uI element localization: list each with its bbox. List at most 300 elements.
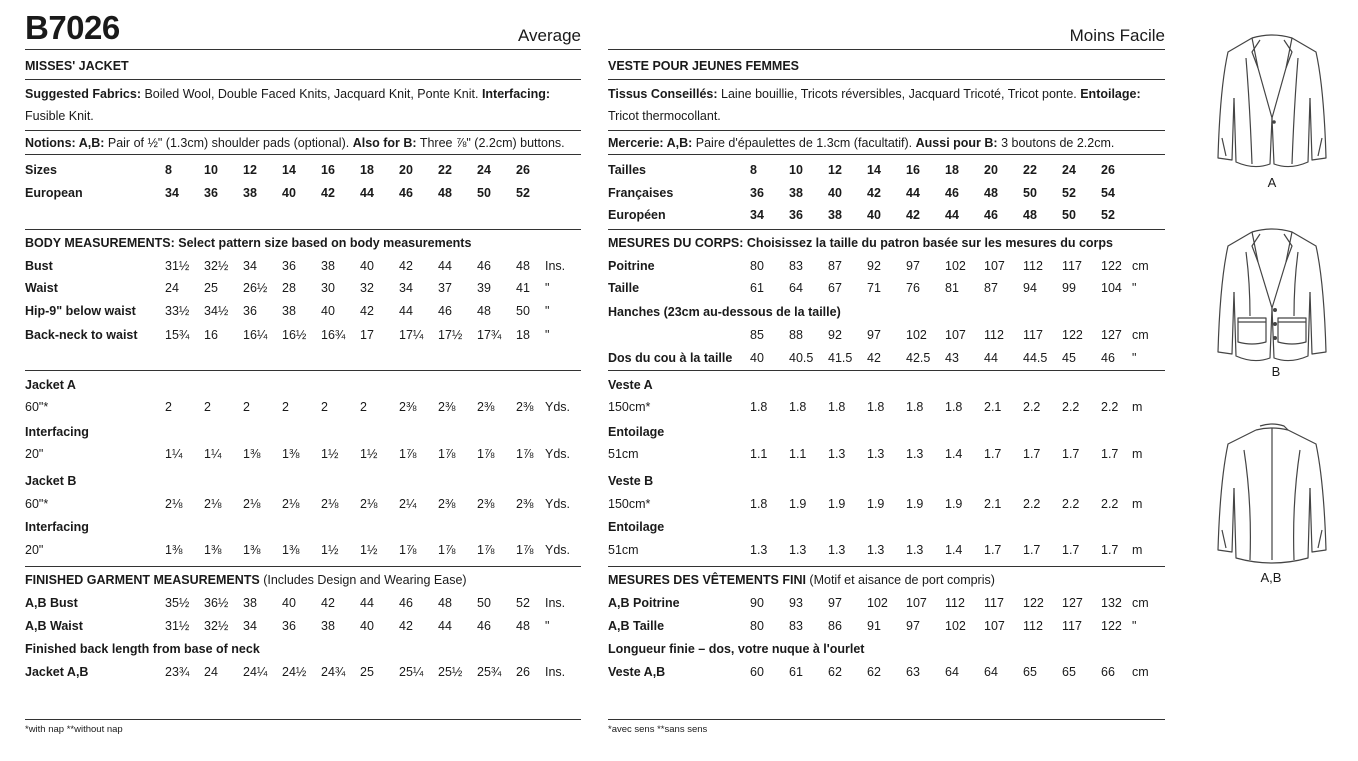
table-cell: 117	[1062, 619, 1082, 633]
unit-cell: cm	[1132, 328, 1149, 342]
notions-label: Notions: A,B:	[25, 136, 105, 150]
table-cell: 1⅜	[243, 543, 261, 557]
divider	[25, 79, 581, 80]
table-cell: 50	[477, 596, 491, 610]
table-cell: 107	[906, 596, 927, 610]
table-cell: 50	[1062, 208, 1076, 222]
table-cell: 1⅜	[204, 543, 222, 557]
unit-cell: "	[545, 619, 550, 633]
table-cell: 16¾	[321, 328, 346, 342]
table-cell: 42	[360, 304, 374, 318]
table-cell: 26½	[243, 281, 268, 295]
row-label: Tailles	[608, 163, 646, 177]
table-cell: 28	[282, 281, 296, 295]
table-cell: 65	[1062, 665, 1076, 679]
difficulty-level: Moins Facile	[1069, 26, 1165, 45]
unit-cell: "	[545, 328, 550, 342]
suggested-fabrics	[25, 87, 550, 102]
notions-text: Paire d'épaulettes de 1.3cm (facultatif).	[692, 136, 916, 150]
table-cell: 22	[1023, 163, 1037, 177]
table-cell: 46	[477, 259, 491, 273]
body-measurements-heading: BODY MEASUREMENTS: Select pattern size based on body measurements	[25, 236, 472, 250]
table-cell: 32½	[204, 259, 229, 273]
table-cell: 64	[945, 665, 959, 679]
table-cell: 22	[438, 163, 452, 177]
table-cell: 64	[984, 665, 998, 679]
table-cell: 31½	[165, 619, 190, 633]
table-cell: 34	[243, 619, 257, 633]
table-cell: 42	[399, 619, 413, 633]
table-cell: 80	[750, 259, 764, 273]
row-label: Waist	[25, 281, 58, 295]
table-cell: 1.3	[867, 447, 885, 461]
table-cell: 1.3	[750, 543, 768, 557]
table-cell: 44	[438, 619, 452, 633]
row-label: Bust	[25, 259, 53, 273]
table-cell: 24¼	[243, 665, 268, 679]
table-cell: 38	[243, 596, 257, 610]
table-cell: 10	[204, 163, 218, 177]
table-cell: 83	[789, 619, 803, 633]
table-cell: 2.2	[1101, 400, 1119, 414]
table-cell: 65	[1023, 665, 1037, 679]
table-cell: 16¼	[243, 328, 268, 342]
table-cell: 1.8	[828, 400, 846, 414]
table-cell: 52	[516, 186, 530, 200]
table-cell: 48	[516, 259, 530, 273]
body-measurements-heading: MESURES DU CORPS: Choisissez la taille du patron basée sur les mesures du corps	[608, 236, 1114, 250]
divider	[608, 49, 1165, 50]
table-cell: 36	[282, 259, 296, 273]
row-label: A,B Taille	[608, 619, 665, 633]
table-cell: 12	[243, 163, 257, 177]
table-cell: 46	[438, 304, 452, 318]
table-cell: 87	[984, 281, 998, 295]
table-cell: 43	[945, 351, 959, 365]
table-cell: 2⅜	[438, 497, 456, 511]
table-cell: 2⅜	[438, 400, 456, 414]
fabrics-line-2: Tricot thermocollant.	[608, 109, 721, 123]
table-cell: 14	[282, 163, 296, 177]
table-cell: 2.2	[1062, 497, 1080, 511]
table-cell: 61	[750, 281, 764, 295]
fabrics-label: Tissus Conseillés:	[608, 87, 718, 101]
row-label: Hip-9" below waist	[25, 304, 136, 318]
table-cell: 2⅜	[477, 497, 495, 511]
table-cell: 1.8	[945, 400, 963, 414]
row-label: Dos du cou à la taille	[608, 351, 733, 365]
table-cell: 38	[321, 259, 335, 273]
table-cell: 30	[321, 281, 335, 295]
notions-label: Mercerie: A,B:	[608, 136, 693, 150]
table-cell: 26	[1101, 163, 1115, 177]
table-cell: 18	[945, 163, 959, 177]
table-cell: 36	[204, 186, 218, 200]
table-cell: 1.4	[945, 543, 963, 557]
table-cell: 2⅛	[282, 497, 300, 511]
table-cell: 32	[360, 281, 374, 295]
table-cell: 97	[906, 619, 920, 633]
table-cell: 1.8	[750, 497, 768, 511]
interfacing-label: Entoilage:	[1080, 87, 1141, 101]
table-cell: 1⅞	[477, 543, 495, 557]
table-cell: 34	[750, 208, 764, 222]
table-cell: 64	[789, 281, 803, 295]
table-cell: 18	[516, 328, 530, 342]
table-cell: 42	[399, 259, 413, 273]
divider	[25, 130, 581, 131]
table-cell: 38	[282, 304, 296, 318]
also-label: Also for B:	[352, 136, 417, 150]
table-cell: 1.3	[906, 447, 924, 461]
section-title: VESTE POUR JEUNES FEMMES	[608, 59, 800, 73]
table-cell: 1⅞	[399, 447, 417, 461]
table-cell: 76	[906, 281, 920, 295]
table-cell: 17½	[438, 328, 463, 342]
table-cell: 25	[204, 281, 218, 295]
table-cell: 132	[1101, 596, 1122, 610]
jacket-a-heading: Jacket A	[25, 378, 76, 392]
unit-cell: "	[545, 281, 550, 295]
divider	[25, 370, 581, 371]
table-cell: 24¾	[321, 665, 346, 679]
table-cell: 1.7	[984, 543, 1002, 557]
table-cell: 40	[282, 596, 296, 610]
table-cell: 41.5	[828, 351, 853, 365]
table-cell: 48	[1023, 208, 1037, 222]
table-cell: 36	[750, 186, 764, 200]
table-cell: 17¼	[399, 328, 424, 342]
unit-cell: Yds.	[545, 543, 571, 557]
table-cell: 102	[906, 328, 927, 342]
row-label: 20"	[25, 447, 44, 461]
table-cell: 1.8	[789, 400, 807, 414]
table-cell: 44	[906, 186, 920, 200]
row-label: Veste A,B	[608, 665, 666, 679]
unit-cell: m	[1132, 543, 1143, 557]
table-cell: 34	[243, 259, 257, 273]
row-label: Françaises	[608, 186, 674, 200]
table-cell: 83	[789, 259, 803, 273]
table-cell: 40	[828, 186, 842, 200]
unit-cell: "	[1132, 351, 1137, 365]
table-cell: 1⅜	[282, 543, 300, 557]
table-cell: 23¾	[165, 665, 190, 679]
table-cell: 46	[399, 596, 413, 610]
table-cell: 25¼	[399, 665, 424, 679]
table-cell: 38	[321, 619, 335, 633]
table-cell: 122	[1101, 259, 1122, 273]
notions	[25, 136, 565, 151]
finished-heading: FINISHED GARMENT MEASUREMENTS (Includes Design and Wearing Ease)	[25, 573, 467, 587]
back-length-heading: Finished back length from base of neck	[25, 642, 260, 656]
notions-text: Pair of ½" (1.3cm) shoulder pads (optional).	[104, 136, 353, 150]
table-cell: 40	[282, 186, 296, 200]
table-cell: 44	[360, 596, 374, 610]
table-cell: 107	[984, 619, 1005, 633]
table-cell: 42	[867, 351, 881, 365]
table-cell: 36	[243, 304, 257, 318]
table-cell: 60	[750, 665, 764, 679]
table-cell: 48	[438, 596, 452, 610]
table-cell: 102	[945, 259, 966, 273]
table-cell: 71	[867, 281, 881, 295]
table-cell: 1.8	[750, 400, 768, 414]
table-cell: 1.7	[984, 447, 1002, 461]
section-title: MISSES' JACKET	[25, 59, 129, 73]
table-cell: 17	[360, 328, 374, 342]
interfacing-label: Interfacing:	[481, 87, 550, 101]
table-cell: 40	[360, 619, 374, 633]
table-cell: 24	[477, 163, 491, 177]
table-cell: 86	[828, 619, 842, 633]
suggested-fabrics	[608, 87, 1141, 102]
row-label: 51cm	[608, 447, 639, 461]
table-cell: 2⅛	[321, 497, 339, 511]
table-cell: 2⅜	[516, 497, 534, 511]
fabrics-text: Boiled Wool, Double Faced Knits, Jacquard Knit, Ponte Knit.	[141, 87, 482, 101]
row-label: Taille	[608, 281, 640, 295]
table-cell: 16	[321, 163, 335, 177]
table-cell: 107	[984, 259, 1005, 273]
table-cell: 14	[867, 163, 881, 177]
row-label: 51cm	[608, 543, 639, 557]
also-text: Three ⅞" (2.2cm) buttons.	[416, 136, 565, 150]
divider	[608, 154, 1165, 155]
row-label: A,B Poitrine	[608, 596, 680, 610]
table-cell: 112	[945, 596, 965, 610]
finished-heading: MESURES DES VÊTEMENTS FINI (Motif et aisance de port compris)	[608, 573, 995, 587]
table-cell: 62	[867, 665, 881, 679]
table-cell: 24	[1062, 163, 1076, 177]
table-cell: 17¾	[477, 328, 502, 342]
interfacing-heading: Interfacing	[25, 425, 89, 439]
footnote: *avec sens **sans sens	[608, 724, 708, 735]
table-cell: 16	[204, 328, 218, 342]
table-cell: 2.2	[1023, 400, 1041, 414]
table-cell: 37	[438, 281, 452, 295]
hips-heading: Hanches (23cm au-dessous de la taille)	[608, 305, 841, 319]
table-cell: 66	[1101, 665, 1115, 679]
table-cell: 52	[1062, 186, 1076, 200]
row-label: A,B Waist	[25, 619, 83, 633]
table-cell: 1½	[360, 543, 378, 557]
row-label: Back-neck to waist	[25, 328, 138, 342]
table-cell: 1.9	[906, 497, 924, 511]
table-cell: 26	[516, 163, 530, 177]
unit-cell: Yds.	[545, 400, 571, 414]
table-cell: 81	[945, 281, 959, 295]
table-cell: 97	[906, 259, 920, 273]
table-cell: 40	[750, 351, 764, 365]
table-cell: 1¼	[165, 447, 183, 461]
table-cell: 41	[516, 281, 530, 295]
table-cell: 46	[399, 186, 413, 200]
table-cell: 2⅜	[477, 400, 495, 414]
table-cell: 122	[1023, 596, 1044, 610]
table-cell: 127	[1062, 596, 1083, 610]
row-label: 60"*	[25, 400, 49, 414]
table-cell: 36	[789, 208, 803, 222]
table-cell: 20	[399, 163, 413, 177]
table-cell: 16½	[282, 328, 307, 342]
divider	[608, 719, 1165, 720]
table-cell: 1.3	[828, 447, 846, 461]
row-label: Sizes	[25, 163, 57, 177]
interfacing-heading: Entoilage	[608, 520, 665, 534]
table-cell: 32½	[204, 619, 229, 633]
table-cell: 39	[477, 281, 491, 295]
unit-cell: Ins.	[545, 596, 566, 610]
fabrics-label: Suggested Fabrics:	[25, 87, 141, 101]
table-cell: 42	[867, 186, 881, 200]
table-cell: 40	[321, 304, 335, 318]
table-cell: 46	[477, 619, 491, 633]
table-cell: 1.7	[1023, 543, 1041, 557]
table-cell: 10	[789, 163, 803, 177]
table-cell: 2	[204, 400, 211, 414]
unit-cell: cm	[1132, 665, 1149, 679]
table-cell: 1.8	[906, 400, 924, 414]
unit-cell: m	[1132, 447, 1143, 461]
table-cell: 1.3	[828, 543, 846, 557]
table-cell: 102	[867, 596, 888, 610]
row-label: 150cm*	[608, 497, 651, 511]
table-cell: 50	[477, 186, 491, 200]
table-cell: 1⅞	[516, 543, 534, 557]
table-cell: 1.8	[867, 400, 885, 414]
table-cell: 104	[1101, 281, 1122, 295]
table-cell: 87	[828, 259, 842, 273]
unit-cell: Yds.	[545, 497, 571, 511]
table-cell: 48	[984, 186, 998, 200]
table-cell: 1.7	[1062, 447, 1080, 461]
table-cell: 1¼	[204, 447, 222, 461]
table-cell: 34½	[204, 304, 229, 318]
table-cell: 48	[438, 186, 452, 200]
table-cell: 62	[828, 665, 842, 679]
table-cell: 107	[945, 328, 966, 342]
table-cell: 2¼	[399, 497, 417, 511]
interfacing-heading: Entoilage	[608, 425, 665, 439]
divider	[25, 566, 581, 567]
unit-cell: "	[545, 304, 550, 318]
table-cell: 1⅞	[438, 447, 456, 461]
table-cell: 25	[360, 665, 374, 679]
table-cell: 12	[828, 163, 842, 177]
jacket-a-heading: Veste A	[608, 378, 653, 392]
illustration-label-ab: A,B	[1260, 570, 1282, 585]
table-cell: 35½	[165, 596, 190, 610]
table-cell: 15¾	[165, 328, 190, 342]
table-cell: 2	[282, 400, 289, 414]
table-cell: 112	[1023, 259, 1043, 273]
table-cell: 52	[516, 596, 530, 610]
notions	[608, 136, 1114, 151]
table-cell: 38	[828, 208, 842, 222]
table-cell: 88	[789, 328, 803, 342]
table-cell: 42	[321, 596, 335, 610]
table-cell: 117	[984, 596, 1004, 610]
table-cell: 42	[321, 186, 335, 200]
table-cell: 44	[360, 186, 374, 200]
fabrics-text: Laine bouillie, Tricots réversibles, Jacquard Tricoté, Tricot ponte.	[717, 87, 1081, 101]
table-cell: 24½	[282, 665, 307, 679]
table-cell: 46	[945, 186, 959, 200]
table-cell: 2⅛	[165, 497, 183, 511]
table-cell: 127	[1101, 328, 1122, 342]
table-cell: 1⅞	[399, 543, 417, 557]
table-cell: 48	[477, 304, 491, 318]
table-cell: 1.9	[828, 497, 846, 511]
table-cell: 2.1	[984, 400, 1002, 414]
table-cell: 44	[945, 208, 959, 222]
divider	[608, 566, 1165, 567]
table-cell: 8	[165, 163, 172, 177]
table-cell: 112	[1023, 619, 1043, 633]
table-cell: 18	[360, 163, 374, 177]
unit-cell: cm	[1132, 596, 1149, 610]
table-cell: 67	[828, 281, 842, 295]
jacket-a-front-icon	[1212, 28, 1332, 176]
table-cell: 1.9	[867, 497, 885, 511]
table-cell: 91	[867, 619, 881, 633]
table-cell: 90	[750, 596, 764, 610]
table-cell: 45	[1062, 351, 1076, 365]
divider	[608, 229, 1165, 230]
table-cell: 50	[516, 304, 530, 318]
table-cell: 122	[1062, 328, 1083, 342]
table-cell: 1.7	[1023, 447, 1041, 461]
table-cell: 1½	[360, 447, 378, 461]
table-cell: 1.9	[789, 497, 807, 511]
table-cell: 85	[750, 328, 764, 342]
table-cell: 1.7	[1101, 543, 1119, 557]
also-text: 3 boutons de 2.2cm.	[997, 136, 1115, 150]
table-cell: 1½	[321, 543, 339, 557]
table-cell: 54	[1101, 186, 1115, 200]
table-cell: 1.3	[867, 543, 885, 557]
table-cell: 1⅜	[165, 543, 183, 557]
table-cell: 8	[750, 163, 757, 177]
table-cell: 31½	[165, 259, 190, 273]
table-cell: 44.5	[1023, 351, 1048, 365]
table-cell: 46	[984, 208, 998, 222]
divider	[608, 370, 1165, 371]
table-cell: 122	[1101, 619, 1122, 633]
table-cell: 42	[906, 208, 920, 222]
table-cell: 1.9	[945, 497, 963, 511]
table-cell: 97	[867, 328, 881, 342]
table-cell: 1.1	[789, 447, 807, 461]
table-cell: 36½	[204, 596, 229, 610]
table-cell: 2⅛	[360, 497, 378, 511]
interfacing-heading: Interfacing	[25, 520, 89, 534]
unit-cell: Yds.	[545, 447, 571, 461]
row-label: 150cm*	[608, 400, 651, 414]
table-cell: 2⅜	[516, 400, 534, 414]
table-cell: 63	[906, 665, 920, 679]
table-cell: 92	[828, 328, 842, 342]
table-cell: 33½	[165, 304, 190, 318]
footnote: *with nap **without nap	[25, 724, 123, 735]
table-cell: 112	[984, 328, 1004, 342]
unit-cell: cm	[1132, 259, 1149, 273]
table-cell: 2.1	[984, 497, 1002, 511]
table-cell: 34	[165, 186, 179, 200]
table-cell: 25½	[438, 665, 463, 679]
table-cell: 44	[399, 304, 413, 318]
